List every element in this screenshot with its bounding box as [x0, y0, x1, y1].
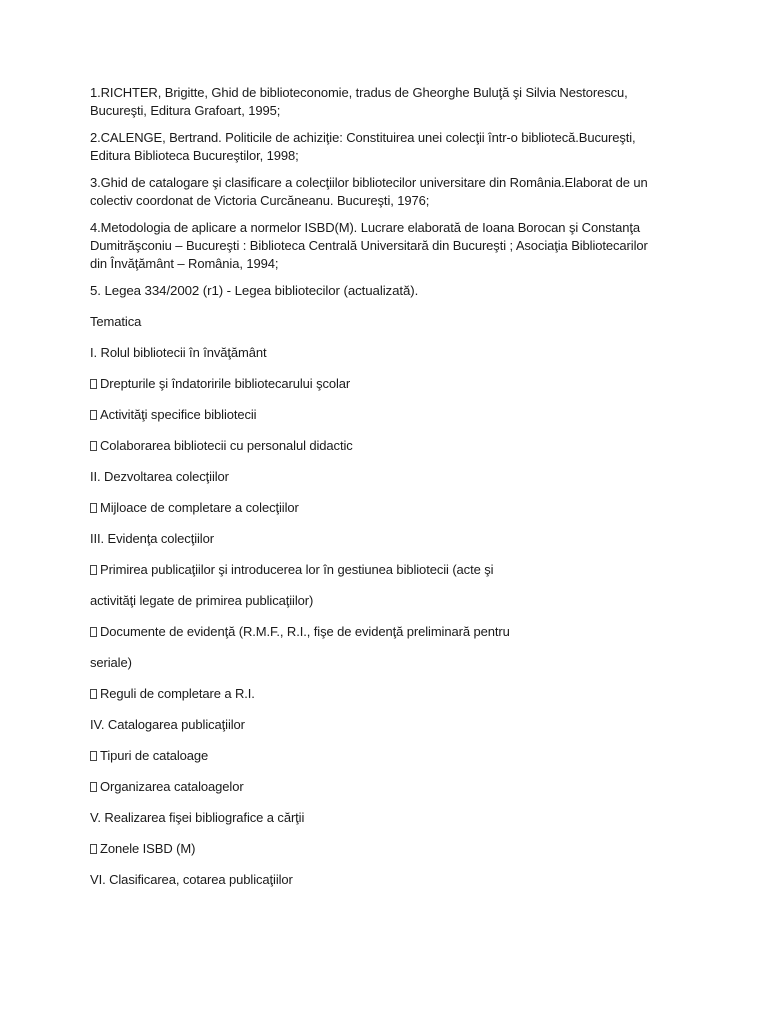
topic-text: Colaborarea bibliotecii cu personalul didactic	[100, 438, 353, 453]
topic-item	[90, 592, 670, 623]
missing-glyph-bullet-icon	[90, 503, 97, 513]
topic-text: III. Evidenţa colecţiilor	[90, 531, 214, 546]
topic-bullet-item	[90, 685, 670, 716]
topic-text: Documente de evidenţă (R.M.F., R.I., fişe de evidenţă preliminară pentru	[100, 624, 510, 639]
reference-entry	[90, 84, 670, 120]
topic-text: activităţi legate de primirea publicaţiilor)	[90, 593, 314, 608]
reference-line: Bucureşti, Editura Grafoart, 1995;	[90, 103, 281, 118]
topic-text: I. Rolul bibliotecii în învăţământ	[90, 345, 267, 360]
missing-glyph-bullet-icon	[90, 410, 97, 420]
reference-line: colectiv coordonat de Victoria Curcăneanu. Bucureşti, 1976;	[90, 193, 430, 208]
topic-item	[90, 530, 670, 561]
reference-line: 3.Ghid de catalogare şi clasificare a colecţiilor bibliotecilor universitare din România.Elaborat de un	[90, 175, 648, 190]
reference-entry	[90, 174, 670, 210]
topic-item	[90, 468, 670, 499]
reference-line: din Învăţământ – România, 1994;	[90, 256, 279, 271]
topic-text: seriale)	[90, 655, 132, 670]
topic-text: V. Realizarea fişei bibliografice a cărţii	[90, 810, 305, 825]
section-heading-tematica: Tematica	[90, 314, 142, 329]
topic-bullet-item	[90, 375, 670, 406]
reference-entry	[90, 282, 670, 300]
topic-text: Drepturile şi îndatoririle bibliotecarului şcolar	[100, 376, 351, 391]
topic-text: Reguli de completare a R.I.	[100, 686, 255, 701]
missing-glyph-bullet-icon	[90, 844, 97, 854]
topic-bullet-item	[90, 747, 670, 778]
topic-text: VI. Clasificarea, cotarea publicaţiilor	[90, 872, 293, 887]
document-page	[90, 84, 670, 902]
topic-item	[90, 871, 670, 902]
topic-item	[90, 809, 670, 840]
reference-line: 5. Legea 334/2002 (r1) - Legea bibliotecilor (actualizată).	[90, 283, 419, 298]
missing-glyph-bullet-icon	[90, 751, 97, 761]
topic-item	[90, 344, 670, 375]
topic-item	[90, 654, 670, 685]
topic-text: Primirea publicaţiilor şi introducerea lor în gestiunea bibliotecii (acte şi	[100, 562, 494, 577]
topic-bullet-item	[90, 778, 670, 809]
reference-line: Editura Biblioteca Bucureştilor, 1998;	[90, 148, 299, 163]
topic-bullet-item	[90, 406, 670, 437]
topic-text: Tipuri de cataloage	[100, 748, 209, 763]
missing-glyph-bullet-icon	[90, 565, 97, 575]
topic-item	[90, 716, 670, 747]
topic-bullet-item	[90, 437, 670, 468]
topic-text: Activităţi specifice bibliotecii	[100, 407, 257, 422]
reference-line: Dumitrăşconiu – Bucureşti : Biblioteca Centrală Universitară din Bucureşti ; Asociaţia Bibliotecarilor	[90, 238, 648, 253]
topic-bullet-item	[90, 840, 670, 871]
topic-text: Organizarea cataloagelor	[100, 779, 244, 794]
missing-glyph-bullet-icon	[90, 379, 97, 389]
topic-list	[90, 344, 670, 902]
missing-glyph-bullet-icon	[90, 782, 97, 792]
reference-line: 2.CALENGE, Bertrand. Politicile de achiziţie: Constituirea unei colecţii într-o bibliotecă.Bucureşti,	[90, 130, 636, 145]
topic-bullet-item	[90, 623, 670, 654]
reference-line: 4.Metodologia de aplicare a normelor ISBD(M). Lucrare elaborată de Ioana Borocan şi Constanţa	[90, 220, 641, 235]
topic-text: IV. Catalogarea publicaţiilor	[90, 717, 245, 732]
reference-entry	[90, 219, 670, 273]
missing-glyph-bullet-icon	[90, 441, 97, 451]
topic-bullet-item	[90, 561, 670, 592]
topic-text: II. Dezvoltarea colecţiilor	[90, 469, 229, 484]
topic-text: Zonele ISBD (M)	[100, 841, 196, 856]
topic-text: Mijloace de completare a colecţiilor	[100, 500, 299, 515]
missing-glyph-bullet-icon	[90, 689, 97, 699]
reference-line: 1.RICHTER, Brigitte, Ghid de biblioteconomie, tradus de Gheorghe Buluţă şi Silvia Nestorescu,	[90, 85, 628, 100]
topic-bullet-item	[90, 499, 670, 530]
reference-entry	[90, 129, 670, 165]
missing-glyph-bullet-icon	[90, 627, 97, 637]
